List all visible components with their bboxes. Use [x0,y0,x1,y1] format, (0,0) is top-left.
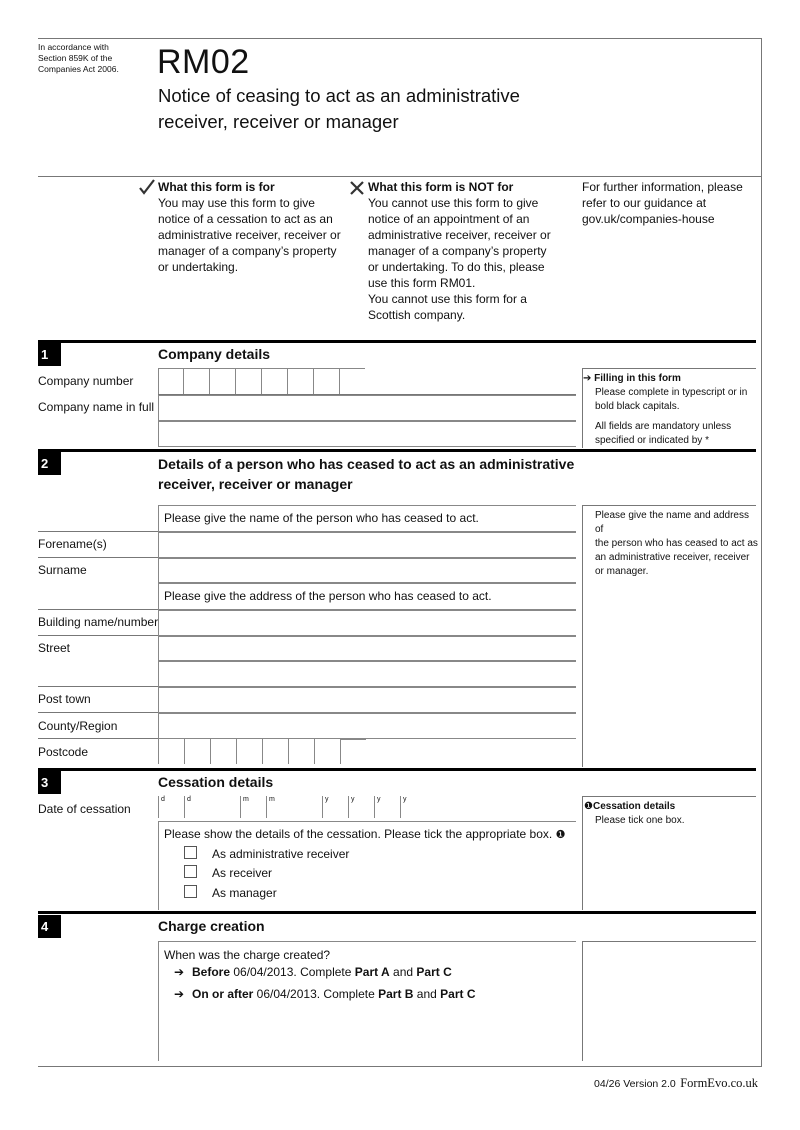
date-placeholder: y [377,796,381,803]
on-or-after-label: On or after [192,987,254,1001]
version-text: 04/26 Version 2.0 [594,1078,676,1090]
company-number-cell[interactable] [235,369,236,394]
date-placeholder: y [325,796,329,803]
filling-note-line: bold black capitals. [595,401,680,412]
part-a-label: Part A [354,965,390,979]
street-field-1[interactable] [158,636,576,661]
building-label: Building name/number [38,615,159,629]
date-placeholder: m [243,796,249,803]
street-label: Street [38,641,71,655]
date-cell-year-2[interactable] [348,796,355,818]
company-name-field-1[interactable] [158,395,576,421]
section-3-bar [38,768,756,771]
section-3-title: Cessation details [158,774,274,790]
postcode-cell[interactable] [210,739,211,764]
postcode-cell[interactable] [340,739,341,764]
info-line: gov.uk/companies-house [582,212,715,226]
tick-icon [138,178,156,201]
date-placeholder: d [187,796,191,803]
section-1-number: 1 [38,343,61,366]
date-cell-year-1[interactable] [322,796,329,818]
info-line: refer to our guidance at [582,196,707,210]
forename-field[interactable] [158,532,576,558]
footer [594,1074,758,1092]
section-2-title-line: receiver, receiver or manager [158,476,353,492]
on-or-after-text: 06/04/2013. Complete [253,987,379,1001]
address-prompt-box [158,583,576,610]
option-receiver: As receiver [212,866,273,880]
filling-note-line: Please complete in typescript or in [595,387,748,398]
company-number-cell[interactable] [209,369,210,394]
company-number-cell[interactable] [183,369,184,394]
info-icon: ❶ [584,801,593,812]
for-line: manager of a company’s property [158,244,337,258]
option-manager: As manager [212,886,277,900]
date-cell-day-2[interactable] [184,796,191,818]
person-note-line: the person who has ceased to act as [595,538,758,549]
checkbox-manager[interactable] [184,885,197,898]
date-cell-month-2[interactable] [266,796,275,818]
postcode-cell[interactable] [236,739,237,764]
date-placeholder: d [161,796,165,803]
company-number-cell[interactable] [339,369,340,394]
not-for-line: You cannot use this form to give [368,196,539,210]
part-c-label: Part C [416,965,452,979]
form-title-line: receiver, receiver or manager [158,111,399,132]
company-number-cell[interactable] [287,369,288,394]
filling-note-line: specified or indicated by * [595,435,709,446]
postcode-cell[interactable] [288,739,289,764]
filling-note-line: All fields are mandatory unless [595,421,732,432]
section-3-number: 3 [38,771,61,794]
form-code: RM02 [157,43,250,81]
cessation-note-heading: Cessation details [592,801,676,812]
company-number-cell[interactable] [261,369,262,394]
not-for-line: Scottish company. [368,308,466,322]
checkbox-receiver[interactable] [184,865,197,878]
cessation-note [584,800,759,828]
section-4-bar [38,911,756,914]
brand-text: FormEvo.co.uk [680,1076,758,1090]
date-of-cessation-label: Date of cessation [38,802,131,816]
before-text: 06/04/2013. Complete [230,965,355,979]
date-cell-day-1[interactable] [158,796,165,818]
what-form-is-not-for [368,179,568,323]
surname-field[interactable] [158,558,576,583]
not-for-line: manager of a company’s property [368,244,547,258]
county-label: County/Region [38,719,118,733]
company-name-field-2[interactable] [158,421,576,447]
form-title-line: Notice of ceasing to act as an administrative [158,85,520,106]
building-field[interactable] [158,610,576,636]
for-line: notice of a cessation to act as an [158,212,333,226]
section-2-bar [38,449,756,452]
postcode-cell[interactable] [158,739,159,764]
name-prompt-box [158,505,576,532]
for-line: or undertaking. [158,260,239,274]
postcode-cell[interactable] [184,739,185,764]
form-title [158,83,520,135]
part-b-label: Part B [378,987,414,1001]
not-for-line: use this form RM01. [368,276,476,290]
info-line: For further information, please [582,180,743,194]
person-note-line: an administrative receiver, receiver [595,552,750,563]
arrow-icon: ➔ [174,965,185,979]
tick-prompt: Please show the details of the cessation. Please tick the appropriate box. [164,827,553,841]
filling-note-heading: Filling in this form [594,373,681,384]
post-town-label: Post town [38,692,91,706]
date-placeholder: y [351,796,355,803]
and-text: and [389,965,417,979]
name-prompt: Please give the name of the person who has ceased to act. [164,511,479,525]
company-name-label: Company name in full [38,400,155,414]
checkbox-administrative-receiver[interactable] [184,846,197,859]
not-for-line: You cannot use this form for a [368,292,527,306]
company-number-cell[interactable] [158,369,159,394]
postcode-field[interactable] [158,739,366,764]
legal-note-line: In accordance with [38,42,109,52]
before-label: Before [192,965,231,979]
section-4-title: Charge creation [158,918,265,934]
cross-icon [349,180,365,201]
for-line: You may use this form to give [158,196,315,210]
date-cell-year-3[interactable] [374,796,381,818]
arrow-icon: ➔ [583,373,592,384]
arrow-icon: ➔ [174,987,185,1001]
not-for-line: notice of an appointment of an [368,212,530,226]
date-placeholder: m [269,796,275,803]
section-4-number: 4 [38,915,61,938]
further-info [582,179,757,227]
person-note-line: Please give the name and address of [595,510,749,535]
legal-note-line: Companies Act 2006. [38,64,119,74]
for-heading: What this form is for [158,180,275,194]
postcode-label: Postcode [38,745,89,759]
legal-note [38,42,148,75]
surname-label: Surname [38,563,87,577]
section-1-bar [38,340,756,343]
charge-creation-box [158,941,576,1061]
charge-option-before[interactable] [174,964,452,980]
cessation-note-line: Please tick one box. [595,815,685,826]
option-administrative-receiver: As administrative receiver [212,847,350,861]
not-for-line: or undertaking. To do this, please [368,260,545,274]
for-line: administrative receiver, receiver or [158,228,341,242]
date-placeholder: y [403,796,407,803]
what-form-is-for [158,179,348,275]
part-c-label: Part C [440,987,476,1001]
not-for-heading: What this form is NOT for [368,180,514,194]
filling-note [583,372,758,448]
section-2-title [158,454,574,494]
section-1-title: Company details [158,346,271,362]
legal-note-line: Section 859K of the [38,53,113,63]
date-of-cessation-field[interactable] [158,796,424,818]
info-icon: ❶ [555,829,566,841]
and-text: and [413,987,441,1001]
forename-label: Forename(s) [38,537,107,551]
person-note [595,509,760,579]
company-number-field[interactable] [158,368,365,393]
street-field-2[interactable] [158,661,576,687]
charge-question: When was the charge created? [164,948,331,962]
address-prompt: Please give the address of the person who has ceased to act. [164,589,492,603]
company-number-cell[interactable] [313,369,314,394]
section-2-number: 2 [38,452,61,475]
charge-option-on-or-after[interactable] [174,986,476,1002]
date-cell-year-4[interactable] [400,796,407,818]
postcode-cell[interactable] [262,739,263,764]
county-field[interactable] [158,713,576,739]
not-for-line: administrative receiver, receiver or [368,228,551,242]
postcode-cell[interactable] [314,739,315,764]
post-town-field[interactable] [158,687,576,713]
section-2-title-line: Details of a person who has ceased to act as an administrative [158,456,575,472]
person-note-line: or manager. [595,566,649,577]
company-number-label: Company number [38,374,134,388]
date-cell-month-1[interactable] [240,796,249,818]
